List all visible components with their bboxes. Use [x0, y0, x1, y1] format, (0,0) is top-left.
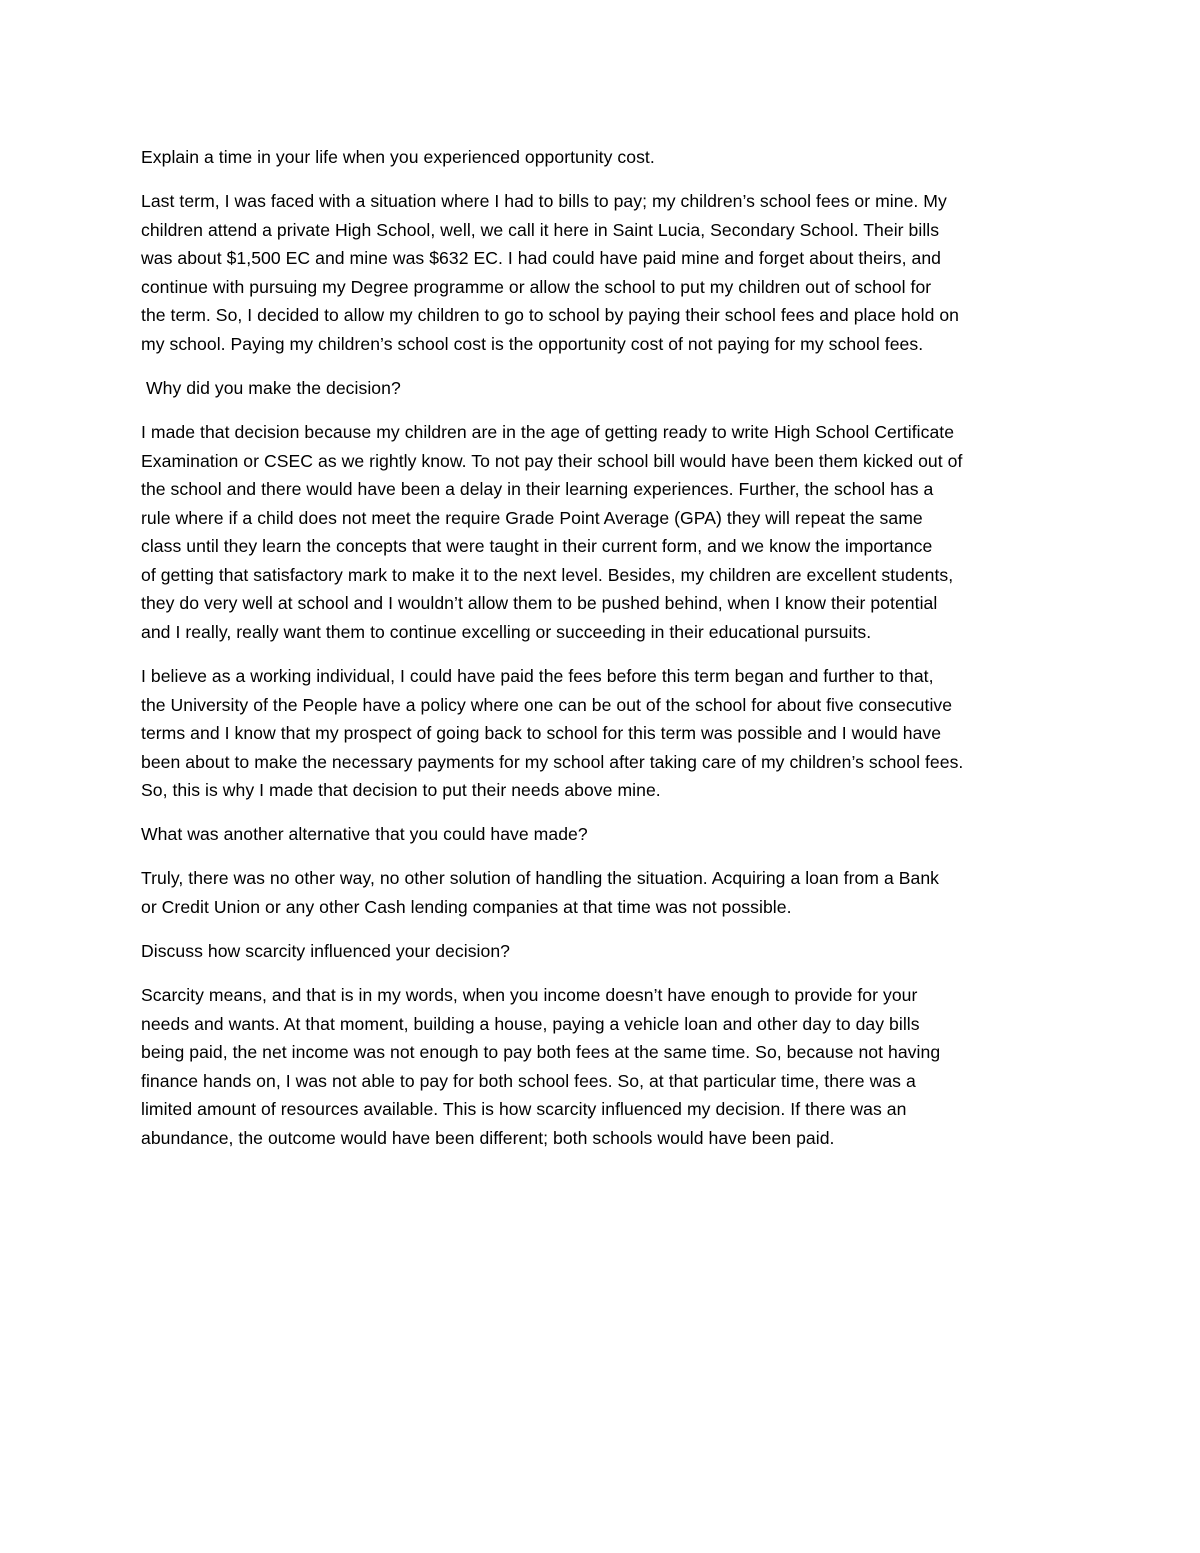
question-why-decision: Why did you make the decision? — [146, 377, 401, 398]
answer-alternative: Truly, there was no other way, no other solution of handling the situation. Acquiring a loan from a Bank or Credit Union or any other Cash lending companies at that time was not possible. — [141, 868, 940, 917]
question-opportunity-cost: Explain a time in your life when you experienced opportunity cost. — [141, 147, 655, 167]
question-alternative: What was another alternative that you could have made? — [141, 824, 588, 845]
answer-scarcity: Scarcity means, and that is in my words, when you income doesn’t have enough to provide for your needs and wants. At that moment, building a house, paying a vehicle loan and other day to day bills being paid, the net income was not enough to pay both fees at the same time. So, because not having finance hands on, I was not able to pay for both school fees. So, at that particular time, there was a limited amount of resources available. This is how scarcity influenced my decision. If there was an abundance, the outcome would have been different; both schools would have been paid. — [141, 984, 941, 1148]
answer-why-decision: I made that decision because my children are in the age of getting ready to write High School Certificate Examination or CSEC as we rightly know. To not pay their school bill would have been them kicked out of the school and there would have been a delay in their learning experiences. Further, the school has a rule where if a child does not meet the require Grade Point Average (GPA) they will repeat the same class until they learn the concepts that were taught in their current form, and we know the importance of getting that satisfactory mark to make it to the next level. Besides, my children are excellent students, they do very well at school and I wouldn’t allow them to be pushed behind, when I know their potential and I really, really want them to continue excelling or succeeding in their educational pursuits. — [141, 421, 963, 643]
answer-why-decision-continued: I believe as a working individual, I could have paid the fees before this term began and further to that, the University of the People have a policy where one can be out of the school for about five consecutive terms and I know that my prospect of going back to school for this term was possible and I would have been about to make the necessary payments for my school after taking care of my children’s school fees. So, this is why I made that decision to put their needs above mine. — [141, 666, 964, 801]
document-page — [141, 143, 1066, 1168]
question-scarcity: Discuss how scarcity influenced your decision? — [141, 940, 511, 961]
answer-opportunity-cost: Last term, I was faced with a situation where I had to bills to pay; my children’s school fees or mine. My children attend a private High School, well, we call it here in Saint Lucia, Secondary School. Their bills was about $1,500 EC and mine was $632 EC. I had could have paid mine and forget about theirs, and continue with pursuing my Degree programme or allow the school to put my children out of school for the term. So, I decided to allow my children to go to school by paying their school fees and place hold on my school. Paying my children’s school cost is the opportunity cost of not paying for my school fees. — [141, 190, 960, 354]
